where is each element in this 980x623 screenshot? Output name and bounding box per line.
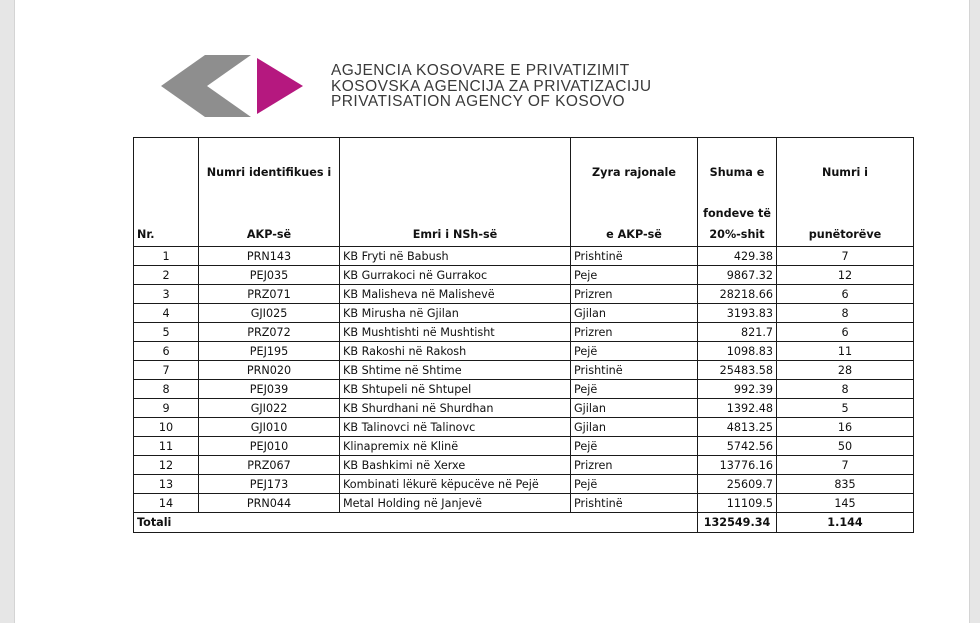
cell-employees: 6 <box>777 323 914 342</box>
cell-company-name: KB Gurrakoci në Gurrakoc <box>340 266 571 285</box>
cell-akp-id: PRZ067 <box>199 456 340 475</box>
table-row <box>134 361 914 380</box>
header-employees: Numri i punëtorëve <box>777 138 914 247</box>
cell-fund-sum: 821.7 <box>698 323 777 342</box>
cell-nr: 13 <box>134 475 199 494</box>
cell-fund-sum: 3193.83 <box>698 304 777 323</box>
cell-fund-sum: 1098.83 <box>698 342 777 361</box>
pak-logo-icon <box>161 55 309 117</box>
cell-company-name: KB Shtime në Shtime <box>340 361 571 380</box>
table-row <box>134 342 914 361</box>
cell-fund-sum: 25609.7 <box>698 475 777 494</box>
cell-nr: 7 <box>134 361 199 380</box>
table-row <box>134 456 914 475</box>
total-row <box>134 513 914 533</box>
table-row <box>134 323 914 342</box>
cell-company-name: KB Fryti në Babush <box>340 247 571 266</box>
cell-nr: 8 <box>134 380 199 399</box>
cell-fund-sum: 25483.58 <box>698 361 777 380</box>
header-akp-id: Numri identifikues i AKP-së <box>199 138 340 247</box>
cell-regional-office: Pejë <box>571 380 698 399</box>
table-row <box>134 380 914 399</box>
cell-regional-office: Prizren <box>571 456 698 475</box>
cell-fund-sum: 4813.25 <box>698 418 777 437</box>
cell-fund-sum: 28218.66 <box>698 285 777 304</box>
cell-employees: 11 <box>777 342 914 361</box>
cell-company-name: Metal Holding në Janjevë <box>340 494 571 513</box>
cell-akp-id: PEJ039 <box>199 380 340 399</box>
cell-company-name: KB Malisheva në Malishevë <box>340 285 571 304</box>
cell-regional-office: Peje <box>571 266 698 285</box>
cell-company-name: KB Talinovci në Talinovc <box>340 418 571 437</box>
cell-employees: 7 <box>777 247 914 266</box>
cell-company-name: KB Bashkimi në Xerxe <box>340 456 571 475</box>
cell-fund-sum: 9867.32 <box>698 266 777 285</box>
cell-nr: 10 <box>134 418 199 437</box>
cell-company-name: KB Shtupeli në Shtupel <box>340 380 571 399</box>
header-company-name: Emri i NSh-së <box>340 138 571 247</box>
cell-regional-office: Gjilan <box>571 304 698 323</box>
cell-employees: 16 <box>777 418 914 437</box>
table-row <box>134 418 914 437</box>
cell-nr: 4 <box>134 304 199 323</box>
agency-name-english: PRIVATISATION AGENCY OF KOSOVO <box>331 93 625 110</box>
cell-akp-id: PRN020 <box>199 361 340 380</box>
cell-company-name: KB Rakoshi në Rakosh <box>340 342 571 361</box>
cell-company-name: KB Mushtishti në Mushtisht <box>340 323 571 342</box>
total-sum: 132549.34 <box>698 513 777 533</box>
cell-akp-id: PRN143 <box>199 247 340 266</box>
cell-regional-office: Pejë <box>571 437 698 456</box>
total-label: Totali <box>134 513 698 533</box>
cell-company-name: KB Shurdhani në Shurdhan <box>340 399 571 418</box>
cell-akp-id: PEJ035 <box>199 266 340 285</box>
table-row <box>134 285 914 304</box>
header-regional-office: Zyra rajonale e AKP-së <box>571 138 698 247</box>
cell-regional-office: Prishtinë <box>571 494 698 513</box>
table-row <box>134 304 914 323</box>
agency-name-block <box>331 63 652 110</box>
cell-regional-office: Gjilan <box>571 418 698 437</box>
cell-akp-id: PEJ173 <box>199 475 340 494</box>
cell-nr: 12 <box>134 456 199 475</box>
cell-fund-sum: 11109.5 <box>698 494 777 513</box>
cell-company-name: Kombinati lëkurë këpucëve në Pejë <box>340 475 571 494</box>
cell-akp-id: PRN044 <box>199 494 340 513</box>
cell-employees: 145 <box>777 494 914 513</box>
cell-akp-id: PRZ072 <box>199 323 340 342</box>
cell-akp-id: GJI022 <box>199 399 340 418</box>
cell-employees: 8 <box>777 304 914 323</box>
document-page <box>14 0 970 623</box>
cell-regional-office: Pejë <box>571 475 698 494</box>
agency-name-albanian: AGJENCIA KOSOVARE E PRIVATIZIMIT <box>331 62 630 79</box>
table-row <box>134 437 914 456</box>
cell-akp-id: PEJ195 <box>199 342 340 361</box>
cell-nr: 5 <box>134 323 199 342</box>
cell-akp-id: GJI010 <box>199 418 340 437</box>
cell-employees: 6 <box>777 285 914 304</box>
cell-regional-office: Pejë <box>571 342 698 361</box>
table-row <box>134 399 914 418</box>
cell-employees: 835 <box>777 475 914 494</box>
table-row <box>134 247 914 266</box>
total-employees: 1.144 <box>777 513 914 533</box>
table-row <box>134 475 914 494</box>
cell-regional-office: Prizren <box>571 323 698 342</box>
cell-employees: 8 <box>777 380 914 399</box>
cell-regional-office: Prishtinë <box>571 247 698 266</box>
cell-employees: 12 <box>777 266 914 285</box>
cell-employees: 7 <box>777 456 914 475</box>
cell-nr: 9 <box>134 399 199 418</box>
table-row <box>134 266 914 285</box>
cell-akp-id: GJI025 <box>199 304 340 323</box>
cell-fund-sum: 429.38 <box>698 247 777 266</box>
cell-nr: 6 <box>134 342 199 361</box>
cell-regional-office: Prizren <box>571 285 698 304</box>
header-fund-sum: Shuma e fondeve të 20%-shit <box>698 138 777 247</box>
table-header-row <box>134 138 914 247</box>
cell-employees: 5 <box>777 399 914 418</box>
cell-regional-office: Gjilan <box>571 399 698 418</box>
funds-table <box>133 137 914 533</box>
cell-nr: 1 <box>134 247 199 266</box>
cell-nr: 3 <box>134 285 199 304</box>
agency-name-serbian: KOSOVSKA AGENCIJA ZA PRIVATIZACIJU <box>331 77 652 95</box>
cell-nr: 14 <box>134 494 199 513</box>
cell-nr: 2 <box>134 266 199 285</box>
cell-employees: 28 <box>777 361 914 380</box>
cell-akp-id: PEJ010 <box>199 437 340 456</box>
cell-regional-office: Prishtinë <box>571 361 698 380</box>
cell-company-name: KB Mirusha në Gjilan <box>340 304 571 323</box>
table-row <box>134 494 914 513</box>
cell-akp-id: PRZ071 <box>199 285 340 304</box>
cell-fund-sum: 1392.48 <box>698 399 777 418</box>
cell-employees: 50 <box>777 437 914 456</box>
cell-fund-sum: 13776.16 <box>698 456 777 475</box>
cell-fund-sum: 5742.56 <box>698 437 777 456</box>
cell-nr: 11 <box>134 437 199 456</box>
cell-company-name: Klinapremix në Klinë <box>340 437 571 456</box>
header-nr: Nr. <box>134 138 199 247</box>
cell-fund-sum: 992.39 <box>698 380 777 399</box>
